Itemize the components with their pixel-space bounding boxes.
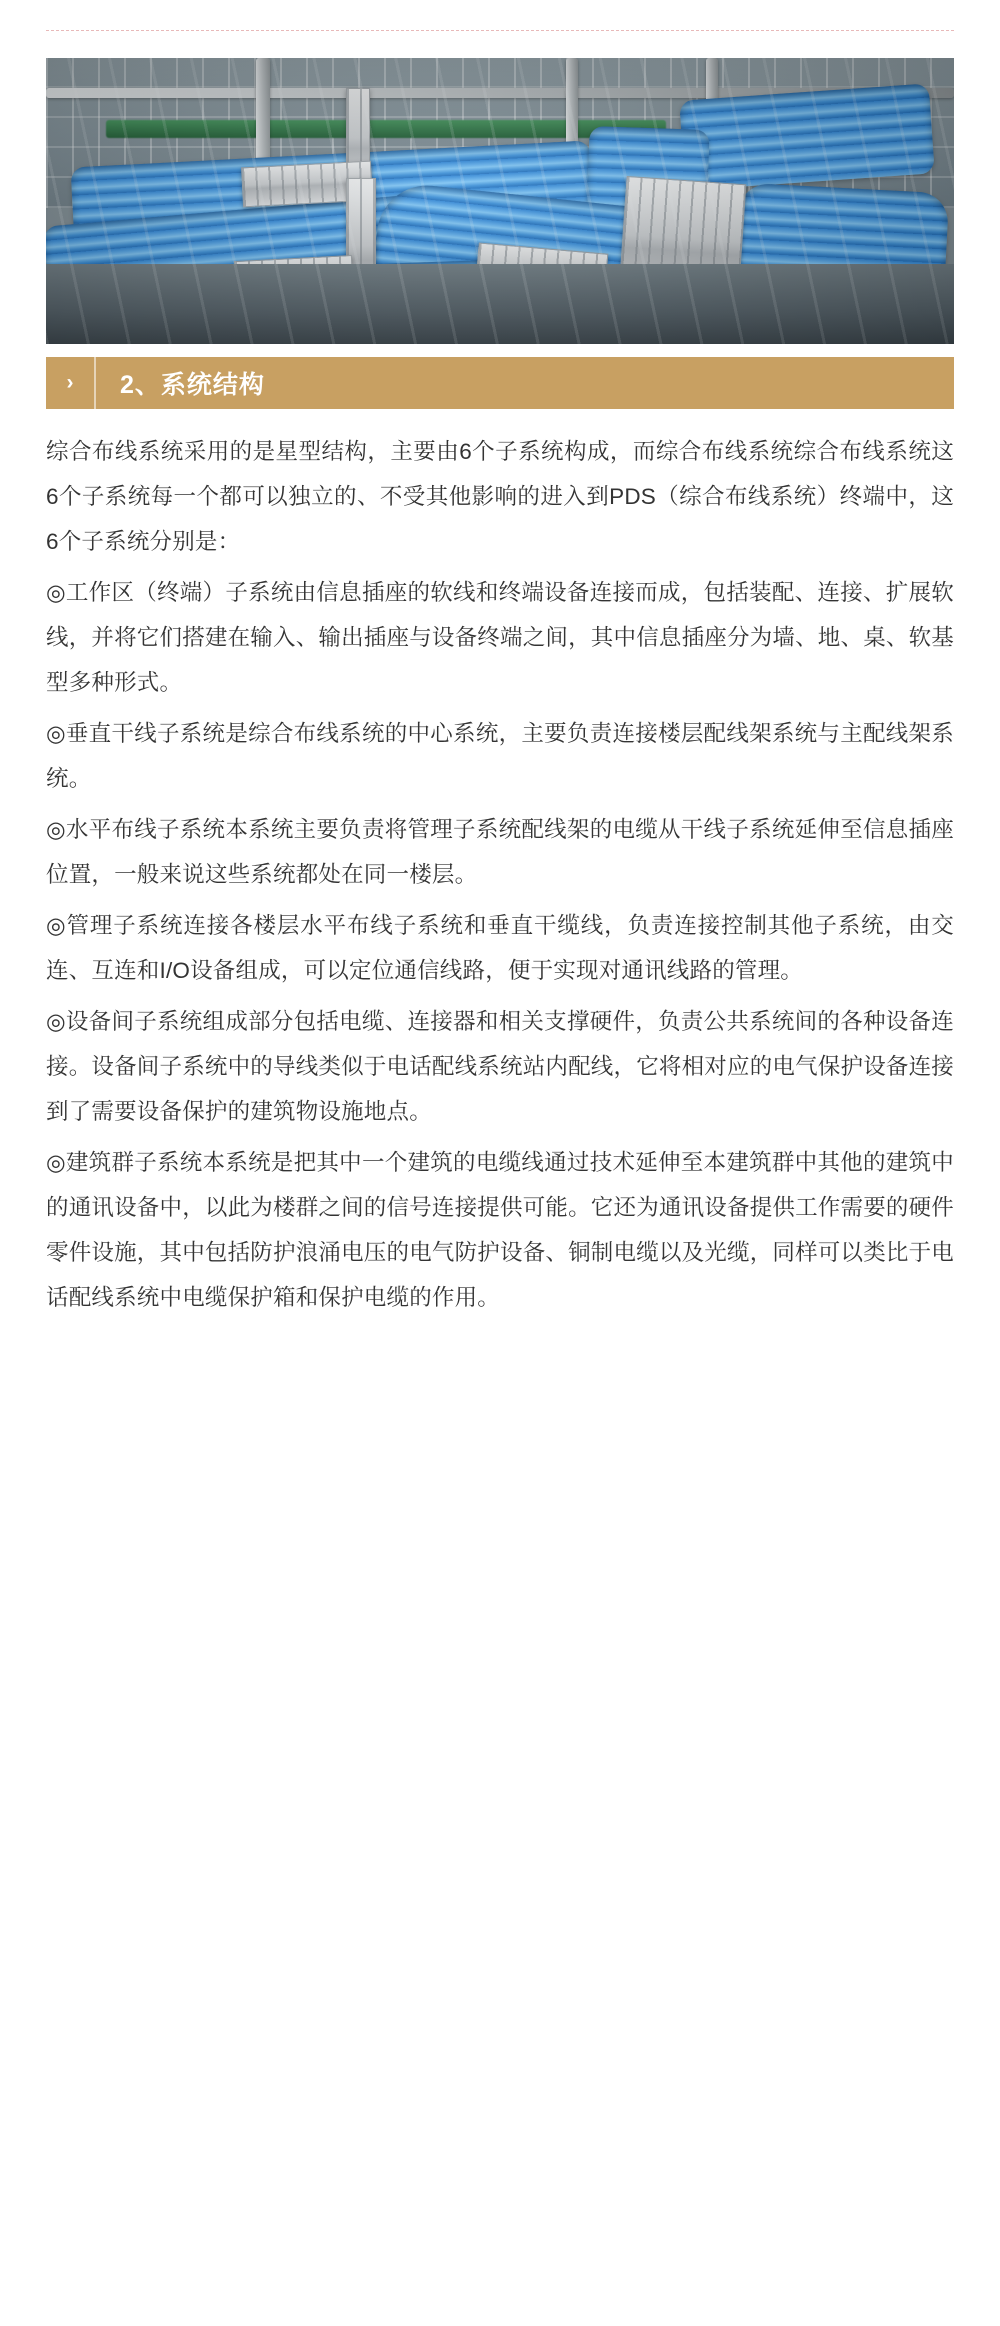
- paragraph: ◎建筑群子系统本系统是把其中一个建筑的电缆线通过技术延伸至本建筑群中其他的建筑中的通讯设备中，以此为楼群之间的信号连接提供可能。它还为通讯设备提供工作需要的硬件零件设施，其中包括防护浪涌电压的电气防护设备、铜制电缆以及光缆，同样可以类比于电话配线系统中电缆保护箱和保护电缆的作用。: [46, 1150, 955, 1310]
- top-divider: [46, 30, 954, 31]
- paragraph: ◎管理子系统连接各楼层水平布线子系统和垂直干缆线，负责连接控制其他子系统，由交连、互连和I/O设备组成，可以定位通信线路，便于实现对通讯线路的管理。: [46, 913, 954, 983]
- article-page: [0, 30, 1000, 1320]
- article-image: [46, 58, 954, 344]
- section-title: 2、系统结构: [120, 371, 265, 399]
- paragraph: 综合布线系统采用的是星型结构，主要由6个子系统构成，而综合布线系统综合布线系统这6个子系统每一个都可以独立的、不受其他影响的进入到PDS（综合布线系统）终端中，这6个子系统分别是：: [46, 439, 954, 554]
- cable-tray-photo: [46, 58, 954, 344]
- photo-vignette: [46, 58, 954, 344]
- article-body: [46, 429, 954, 1320]
- paragraph: ◎工作区（终端）子系统由信息插座的软线和终端设备连接而成，包括装配、连接、扩展软线，并将它们搭建在输入、输出插座与设备终端之间，其中信息插座分为墙、地、桌、软基型多种形式。: [46, 580, 955, 695]
- paragraph: ◎水平布线子系统本系统主要负责将管理子系统配线架的电缆从干线子系统延伸至信息插座位置，一般来说这些系统都处在同一楼层。: [46, 817, 954, 887]
- paragraph: ◎设备间子系统组成部分包括电缆、连接器和相关支撑硬件，负责公共系统间的各种设备连接。设备间子系统中的导线类似于电话配线系统站内配线，它将相对应的电气保护设备连接到了需要设备保护的建筑物设施地点。: [46, 1009, 955, 1124]
- paragraph: ◎垂直干线子系统是综合布线系统的中心系统，主要负责连接楼层配线架系统与主配线架系统。: [46, 721, 954, 791]
- section-heading-bar: [46, 357, 954, 409]
- chevron-right-icon: ›: [66, 371, 74, 394]
